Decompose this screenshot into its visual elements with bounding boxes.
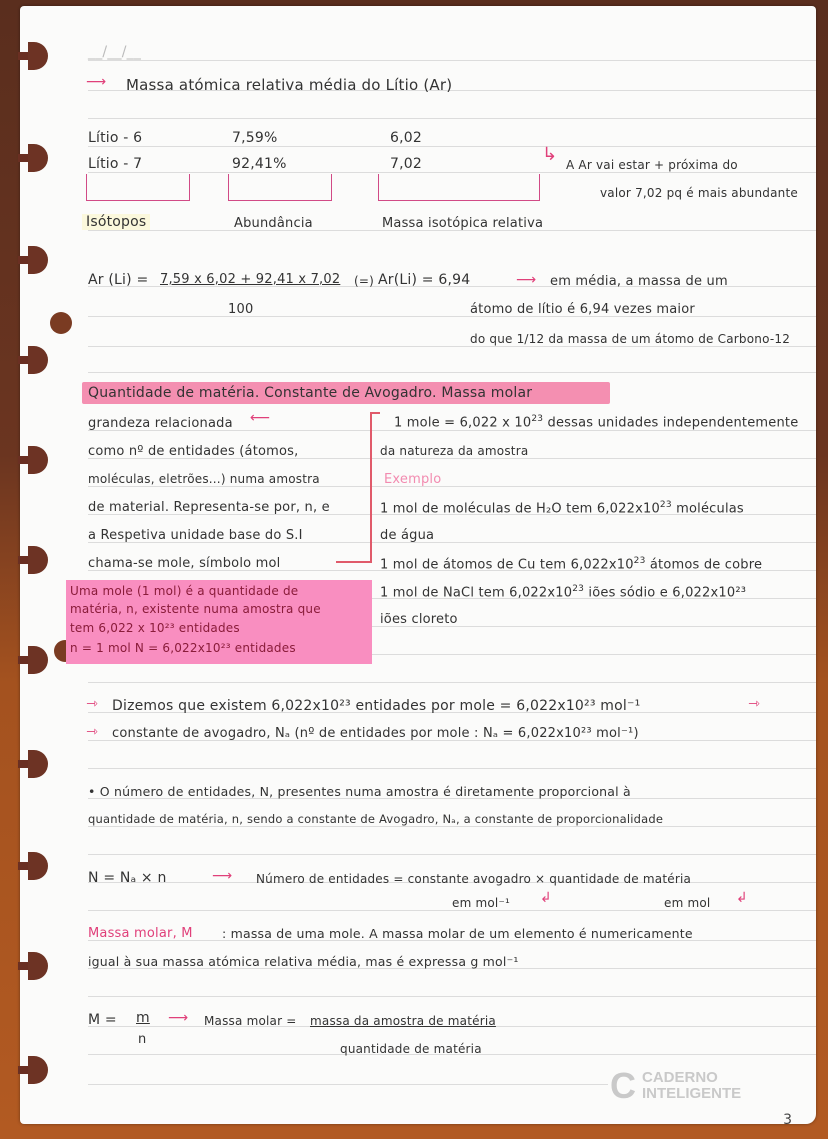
ruled-line [88, 768, 816, 769]
ruled-line [88, 372, 816, 373]
definition-line: chama-se mole, símbolo mol [88, 556, 281, 571]
label-relative-mass: Massa isotópica relativa [382, 216, 544, 231]
notebook-page [20, 6, 816, 1128]
binder-disc [18, 646, 46, 674]
arrow-right-icon: ⟶ [516, 272, 537, 288]
calc-explanation: átomo de lítio é 6,94 vezes maior [470, 302, 695, 317]
label-abundance: Abundância [234, 216, 313, 231]
arrow-right-icon: ⟶ [168, 1010, 189, 1026]
arrow-left-icon: ⟵ [250, 410, 271, 426]
note-line: Uma mole (1 mol) é a quantidade de [70, 584, 299, 598]
arrow-right-icon: ⇾ [86, 724, 98, 740]
connector-line [336, 561, 372, 563]
binder-disc [18, 144, 46, 172]
isotope-mass: 7,02 [390, 156, 422, 172]
mole-definition: 1 mole = 6,022 x $10^{23}$ dessas unidades independentemente [394, 414, 799, 431]
bracket [228, 174, 332, 201]
connector-line [370, 412, 380, 414]
calc-numerator: 7,59 x 6,02 + 92,41 x 7,02 [160, 272, 341, 287]
arrow-right-icon: ⟶ [212, 868, 233, 884]
ruled-line [88, 316, 816, 317]
binder-disc [18, 750, 46, 778]
definition-line: a Respetiva unidade base do S.I [88, 528, 303, 543]
formula-n: N = Nₐ × n [88, 870, 167, 886]
note: valor 7,02 pq é mais abundante [600, 186, 798, 200]
example-line: 1 mol de moléculas de H₂O tem $6,022x10^{23}$ moléculas [380, 500, 744, 517]
ruled-line [88, 346, 816, 347]
arrow-right-icon: ⇾ [86, 696, 98, 712]
binder-disc [18, 1056, 46, 1084]
return-arrow-icon: ↲ [540, 890, 552, 906]
note: A Ar vai estar + próxima do [566, 158, 738, 172]
binder-disc [18, 346, 46, 374]
page-title: Massa atómica relativa média do Lítio (Ar) [126, 76, 453, 94]
ruled-line [88, 910, 816, 911]
brand-logo [610, 1065, 780, 1108]
arrow-right-icon: ⇾ [748, 696, 760, 712]
avogadro-line: constante de avogadro, Nₐ (nº de entidades por mole : Nₐ = 6,022x10²³ mol⁻¹) [112, 726, 639, 741]
calc-lhs: Ar (Li) = [88, 272, 149, 288]
unit-label: em mol [664, 896, 711, 910]
arrow-right-icon: ⟶ [86, 74, 107, 90]
formula-m-label: Massa molar = [204, 1014, 297, 1028]
binder-disc [18, 42, 46, 70]
isotope-name: Lítio - 7 [88, 156, 143, 172]
note-line: tem 6,022 x 10²³ entidades [70, 621, 240, 635]
example-line: 1 mol de átomos de Cu tem $6,022x10^{23}$ átomos de cobre [380, 556, 763, 573]
binder-disc [18, 852, 46, 880]
return-arrow-icon: ↲ [736, 890, 748, 906]
calc-explanation: do que 1/12 da massa de um átomo de Carbono-12 [470, 332, 791, 346]
note-line: matéria, n, existente numa amostra que [70, 602, 321, 616]
example-line: de água [380, 528, 435, 543]
example-label: Exemplo [384, 472, 442, 487]
example-line: 1 mol de NaCl tem $6,022x10^{23}$ iões sódio e 6,022x10²³ [380, 584, 747, 601]
calc-denominator: 100 [228, 302, 254, 317]
ruled-line [88, 682, 816, 683]
ruled-line [88, 118, 816, 119]
section-heading: Quantidade de matéria. Constante de Avogadro. Massa molar [88, 385, 533, 401]
calc-result: Ar(Li) = 6,94 [378, 272, 471, 288]
ruled-line [88, 486, 816, 487]
binder-disc [18, 446, 46, 474]
ruled-line [88, 172, 816, 173]
ruled-line [88, 996, 816, 997]
example-line: iões cloreto [380, 612, 458, 627]
proportionality-line: • O número de entidades, N, presentes numa amostra é diretamente proporcional à [88, 784, 631, 799]
connector-line [370, 412, 372, 562]
brand-line1: CADERNO [642, 1069, 718, 1086]
brand-c-icon: C [610, 1065, 636, 1106]
curved-arrow-icon: ↳ [542, 144, 558, 165]
definition-line: moléculas, eletrões...) numa amostra [88, 472, 320, 486]
date-field: __/__/__ [88, 44, 142, 60]
punch-hole [50, 312, 72, 334]
bracket [378, 174, 540, 201]
definition-line: de material. Representa-se por, n, e [88, 500, 330, 515]
brand-line2: INTELIGENTE [642, 1085, 742, 1102]
ruled-line [88, 1084, 608, 1085]
definition-line: como nº de entidades (átomos, [88, 444, 299, 459]
calc-explanation: em média, a massa de um [550, 274, 728, 289]
binder-disc [18, 546, 46, 574]
bracket [86, 174, 190, 201]
formula-m-den-text: quantidade de matéria [340, 1042, 482, 1056]
isotope-name: Lítio - 6 [88, 130, 143, 146]
formula-m-num-text: massa da amostra de matéria [310, 1014, 496, 1028]
ruled-line [88, 146, 816, 147]
molar-mass-term: Massa molar, M [88, 926, 193, 941]
formula-m-denominator: n [138, 1032, 147, 1047]
avogadro-line: Dizemos que existem 6,022x10²³ entidades por mole = 6,022x10²³ mol⁻¹ [112, 698, 641, 714]
formula-m-numerator: m [136, 1010, 150, 1026]
binder-disc [18, 952, 46, 980]
molar-mass-definition: : massa de uma mole. A massa molar de um elemento é numericamente [222, 926, 693, 941]
proportionality-line: quantidade de matéria, n, sendo a constante de Avogadro, Nₐ, a constante de proporcionalidade [88, 812, 664, 826]
note-line: n = 1 mol N = 6,022x10²³ entidades [70, 641, 296, 655]
page-number: 3 [783, 1112, 792, 1128]
calc-equiv: (=) [354, 274, 375, 288]
pink-note-box [66, 580, 372, 664]
label-isotopes: Isótopos [82, 214, 150, 230]
isotope-abundance: 7,59% [232, 130, 278, 146]
definition-line: grandeza relacionada [88, 416, 233, 431]
unit-label: em mol⁻¹ [452, 896, 510, 910]
formula-n-description: Número de entidades = constante avogadro × quantidade de matéria [256, 872, 692, 886]
binder-disc [18, 246, 46, 274]
mole-definition: da natureza da amostra [380, 444, 529, 458]
ruled-line [88, 826, 816, 827]
ruled-line [88, 854, 816, 855]
molar-mass-definition: igual à sua massa atómica relativa média, mas é expressa g mol⁻¹ [88, 954, 519, 969]
isotope-abundance: 92,41% [232, 156, 287, 172]
ruled-line [88, 60, 816, 61]
isotope-mass: 6,02 [390, 130, 422, 146]
formula-m-lhs: M = [88, 1012, 117, 1028]
